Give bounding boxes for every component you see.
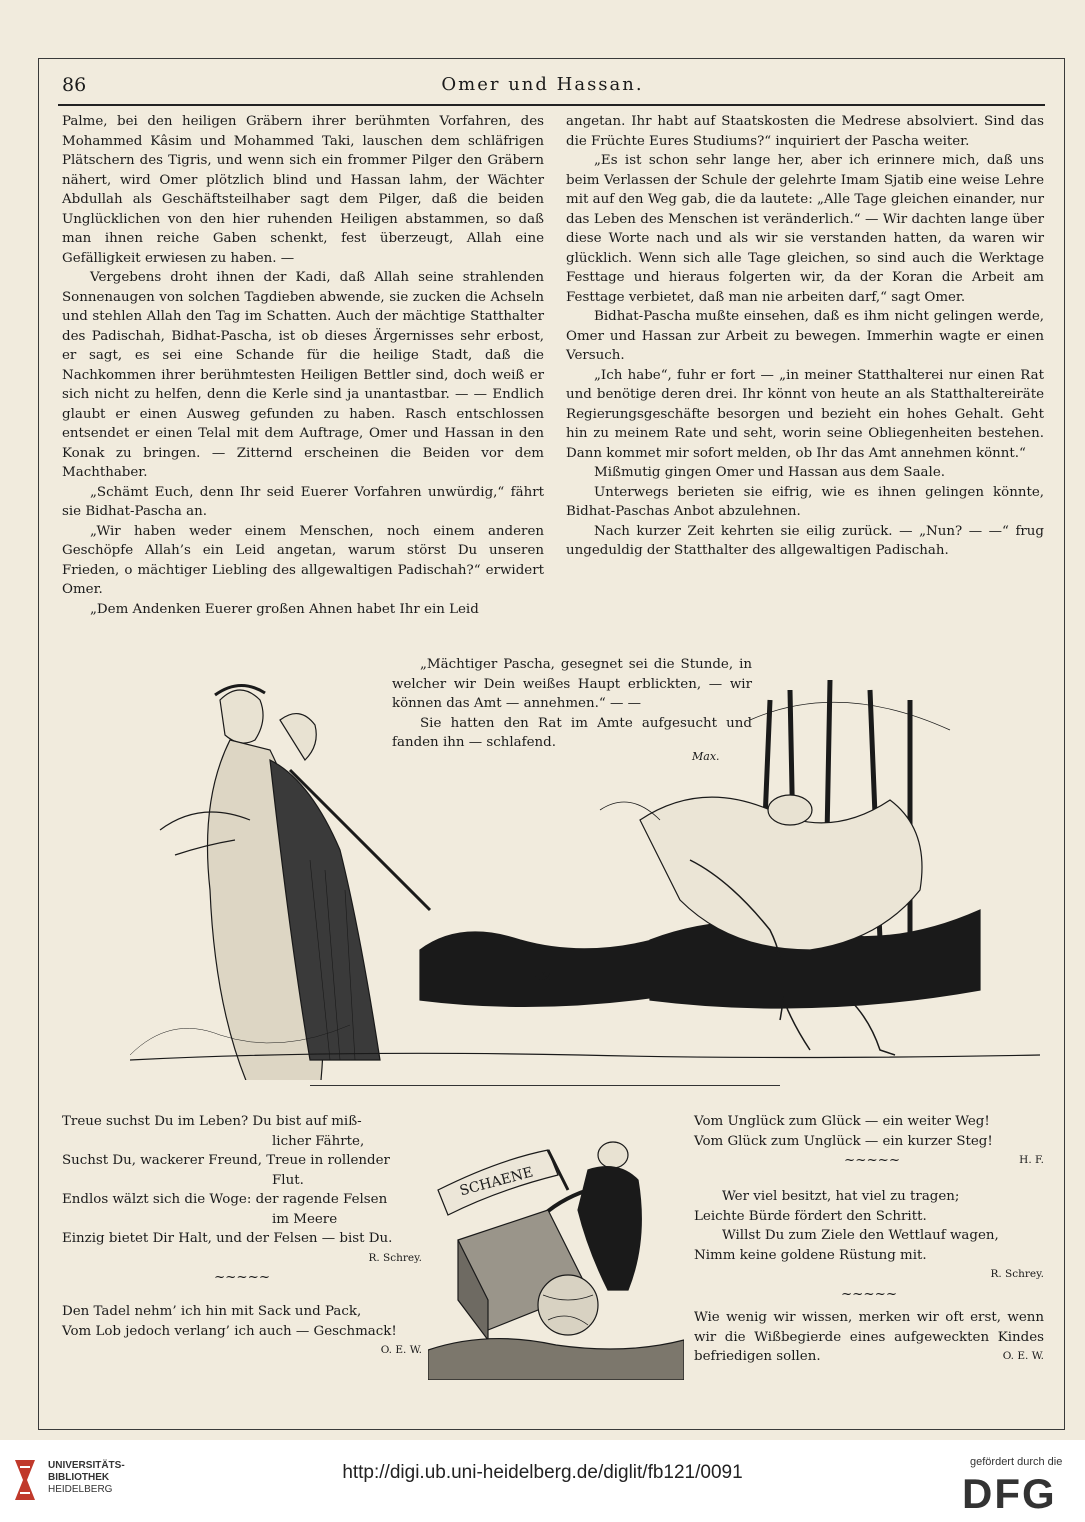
paragraph: „Ich habe“, fuhr er fort — „in meiner Statthalterei nur einen Rat und benötige deren drei. Ihr könnt von heute an als Statthaltereiräte Regierungsgeschäfte besorgen und bezieht ein hohes Gehalt. Geht hin zu meinem Rate und seht, worin seine Obliegenheiten bestehen. Dann kommet mir sofort melden, ob Ihr das Amt annehmen könnt.“ [566, 367, 1044, 461]
poem-line: Vom Glück zum Unglück — ein kurzer Steg! [694, 1133, 993, 1149]
ornament: ~~~~~ [213, 1270, 271, 1285]
poem-line: Endlos wälzt sich die Woge: der ragende Felsen [62, 1192, 388, 1207]
paragraph: Bidhat-Pascha mußte einsehen, daß es ihm nicht gelingen werde, Omer und Hassan zur Arbeit zu bewegen. Immerhin wagte er einen Versuch. [566, 309, 1044, 363]
ornament: ~~~~~ [844, 1153, 901, 1168]
banner-text: SCHAENE [457, 1164, 535, 1200]
paragraph: „Es ist schon sehr lange her, aber ich erinnere mich, daß uns beim Verlassen der Schule der gelehrte Imam Sjatib eine weise Lehre mit auf den Weg gab, die da lautete: „Alle Tage gleichen einander, nur das Leben des Menschen ist veränderlich.“ — Wir dachten lange über diese Worte nach und als wir sie verstanden hatten, da waren wir glücklich. Wenn sich alle Tage gleichen, so sind auch die Werktage Festtage und hieraus folgerten wir, da der Koran die Arbeit am Festtage verbietet, daß man nie arbeiten darf,“ sagt Omer. [566, 153, 1044, 305]
poem-line: Den Tadel nehm’ ich hin mit Sack und Pack, [62, 1304, 362, 1319]
paragraph: Palme, bei den heiligen Gräbern ihrer berühmten Vorfahren, des Mohammed Kâsim und Mohammed Taki, lauschen dem schläfrigen Plätschern des Tigris, und wenn sich ein frommer Pilger den Gräbern nähert, wird Omer plötzlich blind und Hassan lahm, der Wächter Abdullah als Geschäftsteilhaber sagt dem Pilger, daß die beiden Unglücklichen von den hier ruhenden Heiligen abstammen, so daß man ihnen reiche Gaben schenkt, fest überzeugt, Allah eine Gefälligkeit erwiesen zu haben. — [62, 114, 544, 266]
text-column-left [62, 112, 544, 619]
poem-author: O. E. W. [380, 1344, 422, 1356]
poem-line: Wie wenig wir wissen, merken wir oft erst, wenn wir die Wißbegierde eines aufgeweckten Kindes befriedigen sollen. [694, 1310, 1044, 1364]
poem-line: Vom Lob jedoch verlang’ ich auch — Geschmack! [62, 1323, 397, 1339]
paragraph: Unterwegs berieten sie eifrig, wie es ihnen gelingen könnte, Bidhat-Paschas Anbot abzulehnen. [566, 484, 1044, 519]
poem-author: O. E. W. [1002, 1350, 1044, 1362]
poem-line: Leichte Bürde fördert den Schritt. [694, 1208, 927, 1224]
poem-line: Flut. [272, 1172, 304, 1188]
caption-line: Sie hatten den Rat im Amte aufgesucht und fanden ihn — schlafend. [392, 715, 752, 750]
poem-treue [62, 1112, 422, 1288]
poem-line: Einzig bietet Dir Halt, und der Felsen — bist Du. [62, 1231, 393, 1246]
poem-besitz [694, 1187, 1044, 1304]
poem-line: Treue suchst Du im Leben? Du bist auf miß- [62, 1114, 362, 1129]
paragraph: Nach kurzer Zeit kehrten sie eilig zurück. — „Nun? — —“ frug ungeduldig der Statthalter des allgewaltigen Padischah. [566, 523, 1044, 558]
source-url-link[interactable]: http://digi.ub.uni-heidelberg.de/diglit/fb121/0091 [342, 1462, 743, 1483]
paragraph: Vergebens droht ihnen der Kadi, daß Allah seine strahlenden Sonnenaugen von solchen Tagdieben abwende, sie zucken die Achseln und stehlen Allah den Tag im Schatten. Auch der mächtige Statthalter des Padischah, Bidhat-Pascha, ist ob dieses Ärgernisses sehr erbost, er sagt, es sei eine Schande für die heilige Stadt, daß die Nachkommen ihrer berühmtesten Heiligen Bettler sind, doch weiß er sich nicht zu helfen, denn die Kerle sind ja unantastbar. — — Endlich glaubt er einen Ausweg gefunden zu haben. Rasch entschlossen entsendet er einen Telal mit dem Auftrage, Omer und Hassan in den Konak zu bringen. — Zitternd erscheinen die Beiden vor dem Machthaber. [62, 270, 544, 480]
illustration-caption [392, 655, 752, 753]
running-title: Omer und Hassan. [441, 74, 644, 95]
funded-by-label: gefördert durch die [970, 1456, 1063, 1468]
poem-wissen [694, 1308, 1044, 1367]
ornament: ~~~~~ [840, 1286, 898, 1302]
poem-author: R. Schrey. [990, 1268, 1044, 1280]
paragraph: „Dem Andenken Euerer großen Ahnen habet Ihr ein Leid [90, 601, 479, 617]
poem-author: H. F. [1019, 1154, 1044, 1166]
paragraph: „Wir haben weder einem Menschen, noch einem anderen Geschöpfe Allah’s ein Leid angetan, warum störst Du unseren Frieden, o mächtiger Liebling des allgewaltigen Padischah?“ erwidert Omer. [62, 523, 544, 597]
dfg-logo: DFG [962, 1470, 1057, 1517]
paragraph: angetan. Ihr habt auf Staatskosten die Medrese absolviert. Sind das die Früchte Eures Studiums?“ inquiriert der Pascha weiter. [566, 114, 1044, 149]
paragraph: Mißmutig gingen Omer und Hassan aus dem Saale. [594, 465, 946, 480]
section-divider [310, 1085, 780, 1086]
page-number: 86 [62, 74, 87, 96]
svg-text:E.M.: E.M. [530, 970, 557, 983]
paragraph: „Schämt Euch, denn Ihr seid Euerer Vorfahren unwürdig,“ fährt sie Bidhat-Pascha an. [62, 484, 544, 519]
poem-tadel [62, 1302, 422, 1361]
poem-line: Willst Du zum Ziele den Wettlauf wagen, [722, 1228, 999, 1243]
poem-unglueck [694, 1112, 1044, 1171]
poem-line: Nimm keine goldene Rüstung mit. [694, 1247, 927, 1263]
illustration-cart [428, 1130, 684, 1380]
caption-signature: Max. [692, 750, 720, 763]
poem-line: licher Fährte, [272, 1133, 365, 1149]
text-column-right [566, 112, 1044, 561]
poem-line: Wer viel besitzt, hat viel zu tragen; [722, 1189, 960, 1204]
poem-line: Suchst Du, wackerer Freund, Treue in rollender [62, 1153, 390, 1168]
poem-author: R. Schrey. [368, 1251, 422, 1264]
poem-line: im Meere [272, 1211, 338, 1227]
university-name: UNIVERSITÄTS- BIBLIOTHEK HEIDELBERG [48, 1460, 125, 1495]
poem-line: Vom Unglück zum Glück — ein weiter Weg! [694, 1114, 990, 1129]
caption-line: „Mächtiger Pascha, gesegnet sei die Stunde, in welcher wir Dein weißes Haupt erblickten, — wir können das Amt — annehmen.“ — — [392, 657, 752, 711]
header-rule [58, 104, 1045, 106]
